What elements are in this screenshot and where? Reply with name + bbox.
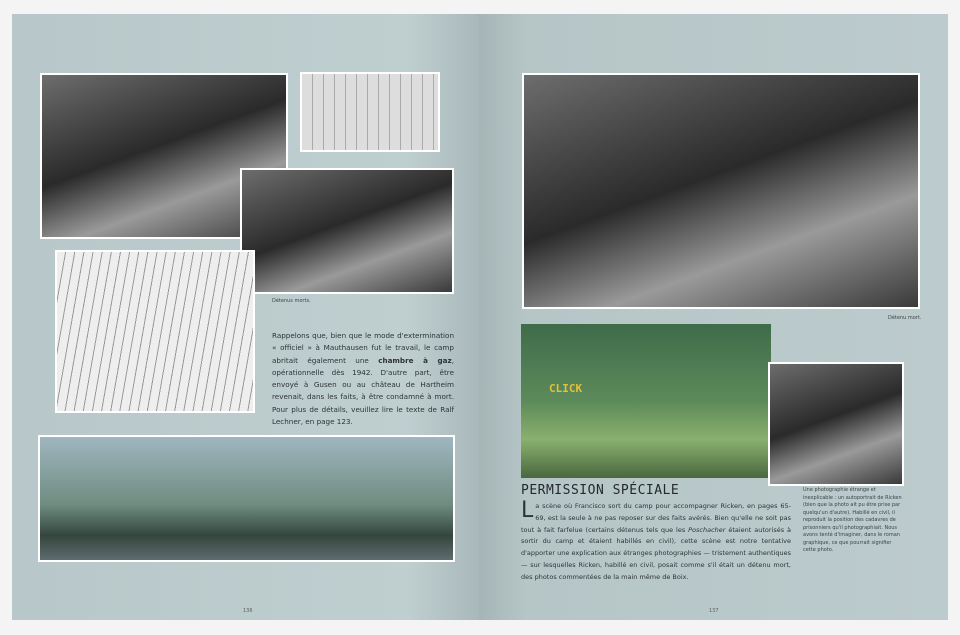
photo-tiled-room [300,72,440,152]
body-text-part: , opérationnelle dès 1942. D'autre part, être envoyé à Gusen ou au château de Hartheim revenait, dans les faits, à être condamné à mort. Pour plus de détails, veuillez lire le texte de Ralf Lechner, en page 123. [272,355,454,427]
photo-body-grass [240,168,454,294]
body-text-part: étaient autorisés à sortir du camp et étaient habillés en civil), cette scène est notre tentative d'apporter une explication aux étranges photographies — tristement authentiques — sur lesquelles Ricken, habillé en civil, posait comme s'il était un détenu mort, des photos commentées de la main même de Boix. [521,525,791,581]
comic-sfx: CLICK [549,382,583,395]
drop-cap: L [521,498,534,523]
left-page [12,14,479,620]
photo-ricken-selfportrait [768,362,904,486]
page-number: 136 [243,608,253,614]
drawing-barbed-wire [55,250,255,413]
photo-caption: Détenu mort. [888,315,922,321]
body-text [521,498,791,584]
comic-panel-fence [38,435,455,562]
comic-panel-forest [521,324,771,478]
page-number: 137 [709,608,719,614]
body-text-part: a scène où Francisco sort du camp pour accompagner Ricken, en pages 65-69, est la seule à ne pas reposer sur des faits avérés. Bien qu'elle ne soit pas tout à fait farfelue (certains détenus tels que les [521,502,791,534]
body-text-bold: chambre à gaz [378,355,452,365]
photo-caption: Détenus morts. [272,298,311,304]
section-heading: PERMISSION SPÉCIALE [521,483,680,498]
photo-detenu-mort [522,73,920,309]
body-text-italic: Poschacher [688,525,726,534]
body-text [272,330,454,428]
right-page [479,14,948,620]
body-text-part: Rappelons que, bien que le mode d'extermination « officiel » à Mauthausen fut le travail, le camp abritait également une [272,331,454,365]
side-caption: Une photographie étrange et inexplicable : un autoportrait de Ricken (bien que la photo ait pu être prise par quelqu'un d'autre). Habillé en civil, il reproduit la position des cadavres de prisonniers qu'il photographiait. Nous avons tenté d'imaginer, dans le roman graphique, ce que pourrait signifier cette photo. [803,487,902,553]
